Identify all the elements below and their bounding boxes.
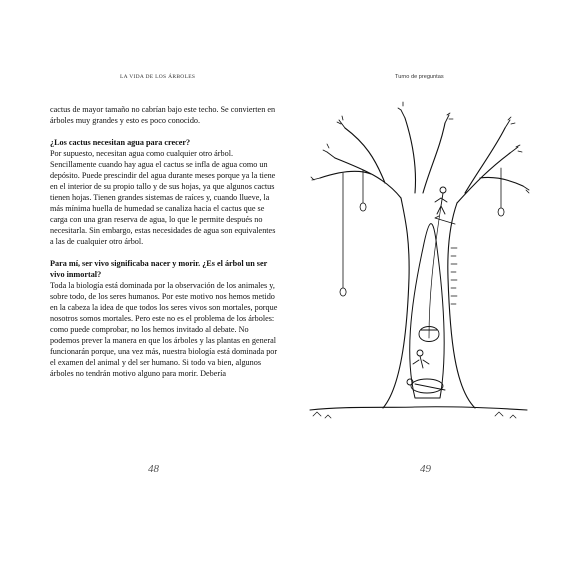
branch-mid [405, 118, 445, 193]
tree-trunk [383, 198, 475, 408]
running-head-right: Turno de preguntas [395, 74, 444, 80]
left-page [40, 70, 290, 490]
bark-marks [451, 248, 457, 304]
running-head-left: LA VIDA DE LOS ÁRBOLES [120, 74, 196, 80]
answer-cactus-water: Por supuesto, necesitan agua como cualquier otro árbol. Sencillamente cuando hay agua el cactus se infla de agua como un depósito. Puede prescindir del agua durante meses porque ya la tiene en el interior de su propio tallo y de sus hojas, ya que algunos cactus tienen hojas. Tienen grandes sistemas de raíces y, cuando llueve, la más mínima huella de humedad se canaliza hacia el cactus que se carga con una gran reserva de agua, lo que le permite después no necesitarla. Sin embargo, estas necesidades de agua son equivalentes a las de cualquier otro árbol. [50, 149, 276, 246]
rope-right [498, 168, 504, 216]
small-figure [413, 350, 429, 368]
answer-immortal-tree: Toda la biología está dominada por la observación de los animales y, sobre todo, de los seres humanos. Por este motivo nos hemos metido en la cabeza la idea de que todos los seres vivos son mortales, porque nosotros somos mortales. Pero este no es el problema de los árboles: como puede comprobar, no los hemos invitado al debate. No podemos prever la manera en que los árboles y las plantas en general funcionarán porque, una vez más, nuestra biología está dominada por el examen del animal y del ser humano. Si todo va bien, algunos árboles no tendrán motivo alguno para morir. Debería [50, 281, 278, 378]
hollow-rope [429, 206, 441, 338]
rope-left [360, 170, 366, 211]
question-cactus-water: ¿Los cactus necesitan agua para crecer? [50, 138, 191, 147]
ground-line [310, 407, 527, 410]
left-page-body [50, 104, 280, 379]
branch-right [457, 128, 523, 203]
question-immortal-tree: Para mí, ser vivo significaba nacer y morir. ¿Es el árbol un ser vivo inmortal? [50, 259, 268, 279]
branch-left [320, 128, 401, 198]
climber-figure [435, 187, 455, 224]
paragraph-continuation: cactus de mayor tamaño no cabrían bajo este techo. Se convierten en árboles muy grandes y esto es poco conocido. [50, 105, 276, 125]
right-page [285, 70, 535, 490]
trunk-hollow [410, 224, 445, 398]
leaf-clusters [311, 102, 529, 193]
tree-illustration [305, 98, 530, 443]
page-number-left: 48 [148, 463, 159, 475]
rope-far-left [340, 173, 346, 296]
ground-grass [313, 412, 516, 418]
page-number-right: 49 [420, 463, 431, 475]
